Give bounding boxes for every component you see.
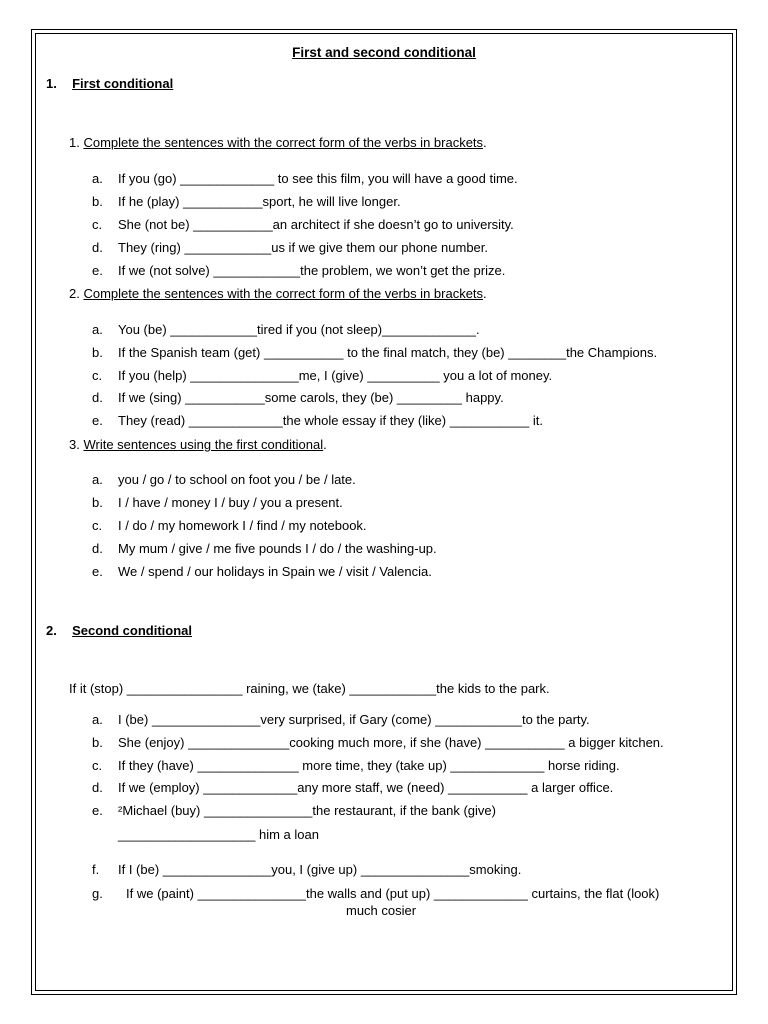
list-item: g. If we (paint) _______________the walls and (put up) _____________ curtains, the flat (look) [92,886,660,901]
list-item: b. She (enjoy) ______________cooking much more, if she (have) ___________ a bigger kitchen. [92,735,664,750]
list-item: b. I / have / money I / buy / you a present. [92,495,343,510]
exercise-3-instruction: 3. Write sentences using the first conditional. [69,437,327,452]
list-item-continuation: much cosier [346,903,417,918]
list-item: f. If I (be) _______________you, I (give up) _______________smoking. [92,862,522,877]
list-item: c. If they (have) ______________ more time, they (take up) _____________ horse riding. [92,758,620,773]
list-item: d. If we (sing) ___________some carols, they (be) _________ happy. [92,390,504,405]
exercise-1-instruction: 1. Complete the sentences with the correct form of the verbs in brackets. [69,135,487,150]
exercise-2-instruction: 2. Complete the sentences with the correct form of the verbs in brackets. [69,286,487,301]
document-title: First and second conditional [292,45,476,60]
list-item: d. They (ring) ____________us if we give them our phone number. [92,240,489,255]
list-item: a. I (be) _______________very surprised, if Gary (come) ____________to the party. [92,712,590,727]
list-item: b. If the Spanish team (get) ___________ to the final match, they (be) ________the Champions. [92,345,658,360]
list-item: c. I / do / my homework I / find / my notebook. [92,518,367,533]
list-item: b. If he (play) ___________sport, he will live longer. [92,194,401,209]
list-item: d. If we (employ) _____________any more staff, we (need) ___________ a larger office. [92,780,614,795]
list-item: e. We / spend / our holidays in Spain we / visit / Valencia. [92,564,432,579]
list-item: c. She (not be) ___________an architect if she doesn’t go to university. [92,217,514,232]
list-item: e. They (read) _____________the whole essay if they (like) ___________ it. [92,413,543,428]
list-item: c. If you (help) _______________me, I (give) __________ you a lot of money. [92,368,553,383]
list-item: a. You (be) ____________tired if you (not sleep)_____________. [92,322,480,337]
list-item: e. ²Michael (buy) _______________the restaurant, if the bank (give) [92,803,496,818]
list-item-continuation: ___________________ him a loan [118,827,319,842]
section-1-heading: 1. First conditional [46,76,174,91]
list-item: a. If you (go) _____________ to see this film, you will have a good time. [92,171,518,186]
example-sentence: If it (stop) ________________ raining, we (take) ____________the kids to the park. [69,681,550,696]
list-item: a. you / go / to school on foot you / be / late. [92,472,356,487]
section-2-heading: 2. Second conditional [46,623,192,638]
list-item: e. If we (not solve) ____________the problem, we won’t get the prize. [92,263,506,278]
list-item: d. My mum / give / me five pounds I / do / the washing-up. [92,541,437,556]
